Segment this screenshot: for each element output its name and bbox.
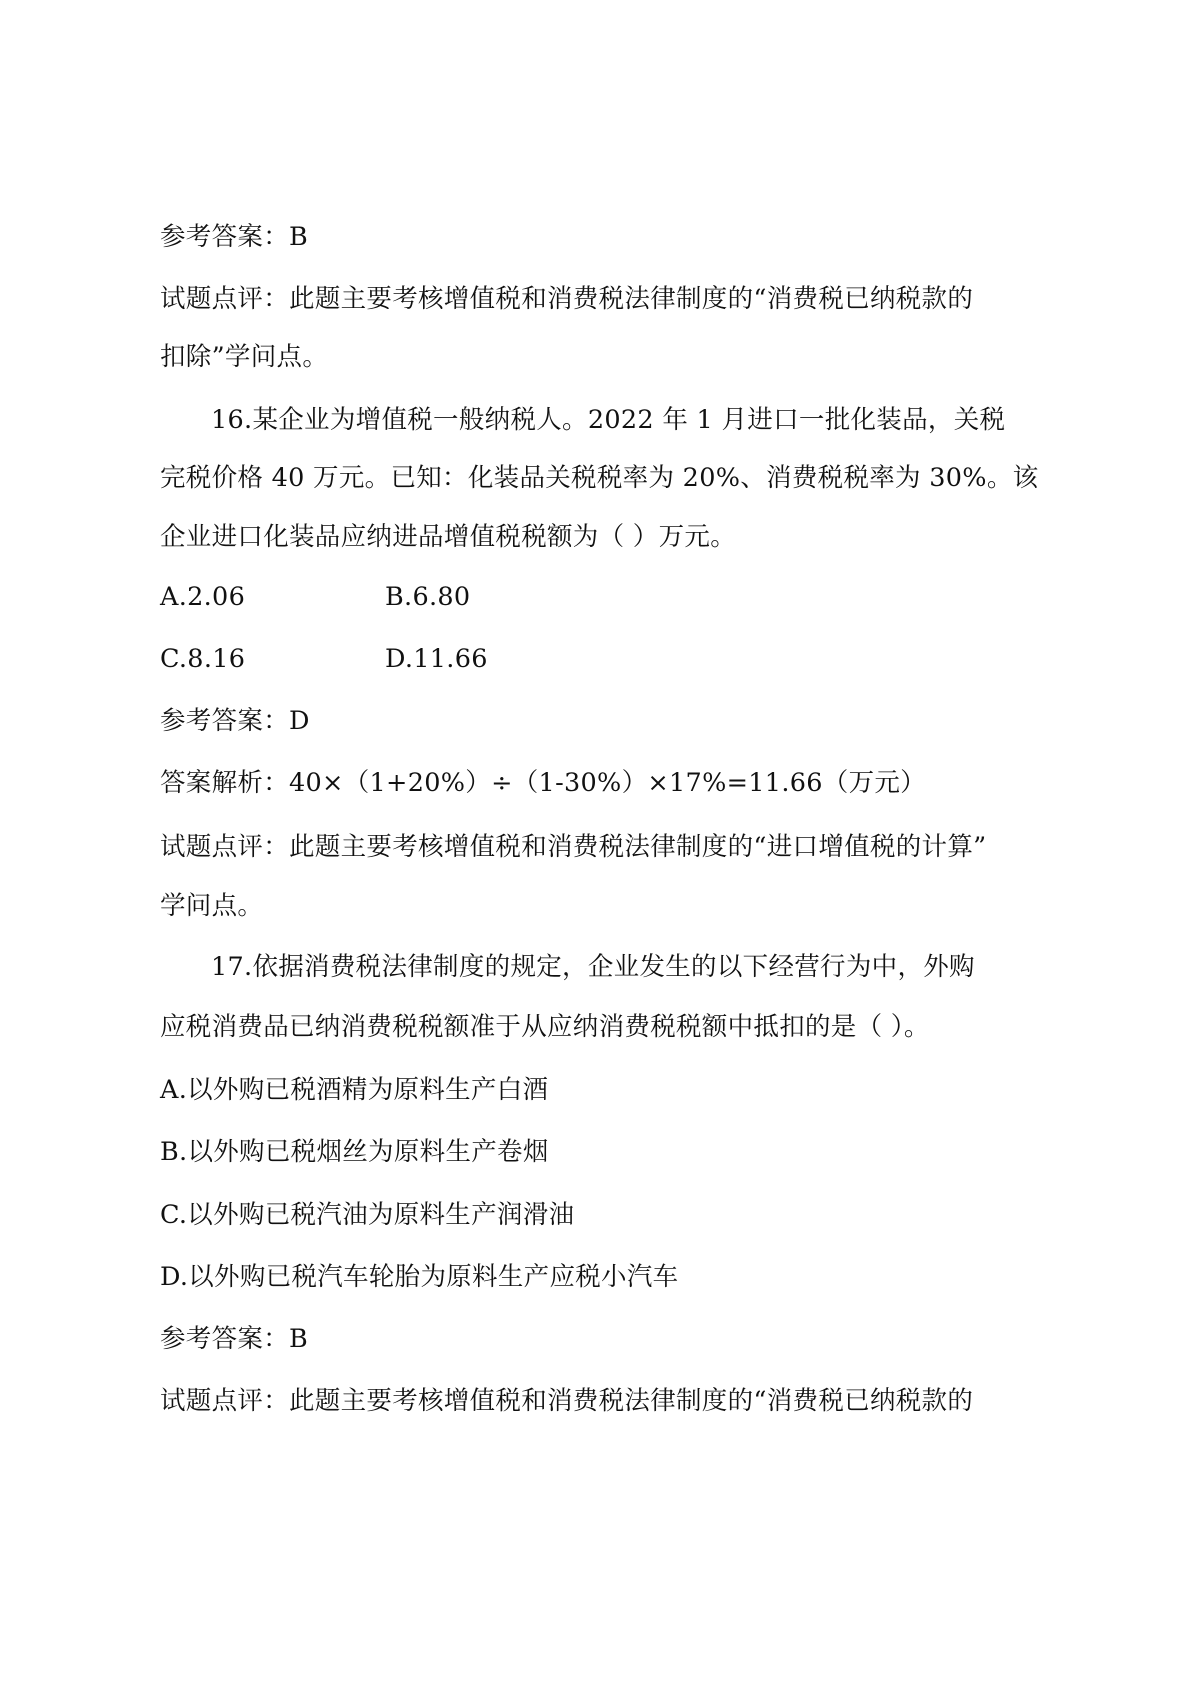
question-17-option-c: C.以外购已税汽油为原料生产润滑油 bbox=[160, 1200, 575, 1230]
question-16-comment-line-2: 学问点。 bbox=[160, 891, 264, 921]
question-17-option-d: D.以外购已税汽车轮胎为原料生产应税小汽车 bbox=[160, 1262, 679, 1292]
question-16-option-d: D.11.66 bbox=[385, 644, 488, 674]
question-17-option-a: A.以外购已税酒精为原料生产白酒 bbox=[160, 1075, 549, 1105]
question-16-stem-line-2: 完税价格 40 万元。已知：化装品关税税率为 20%、消费税税率为 30%。该 bbox=[160, 463, 1039, 493]
question-16-option-b: B.6.80 bbox=[385, 582, 471, 612]
question-17-stem-line-2: 应税消费品已纳消费税税额准于从应纳消费税税额中抵扣的是（ ）。 bbox=[160, 1012, 930, 1042]
question-16-stem-line-3: 企业进口化装品应纳进品增值税税额为（ ）万元。 bbox=[160, 522, 737, 552]
question-17-reference-answer: 参考答案：B bbox=[160, 1324, 309, 1354]
comment-line-1: 试题点评：此题主要考核增值税和消费税法律制度的“消费税已纳税款的 bbox=[160, 284, 974, 314]
question-17-option-b: B.以外购已税烟丝为原料生产卷烟 bbox=[160, 1137, 549, 1167]
reference-answer-b1: 参考答案：B bbox=[160, 222, 309, 252]
comment-line-2: 扣除”学问点。 bbox=[160, 342, 329, 372]
question-17-stem-line-1: 17.依据消费税法律制度的规定，企业发生的以下经营行为中，外购 bbox=[211, 952, 975, 982]
question-17-comment-line-1: 试题点评：此题主要考核增值税和消费税法律制度的“消费税已纳税款的 bbox=[160, 1386, 974, 1416]
question-16-comment-line-1: 试题点评：此题主要考核增值税和消费税法律制度的“进口增值税的计算” bbox=[160, 832, 987, 862]
question-16-option-c: C.8.16 bbox=[160, 644, 246, 674]
question-16-option-a: A.2.06 bbox=[160, 582, 246, 612]
question-16-reference-answer: 参考答案：D bbox=[160, 706, 310, 736]
question-16-stem-line-1: 16.某企业为增值税一般纳税人。2022 年 1 月进口一批化装品，关税 bbox=[211, 405, 1006, 435]
question-16-answer-analysis: 答案解析：40×（1+20%）÷（1-30%）×17%=11.66（万元） bbox=[160, 768, 926, 798]
